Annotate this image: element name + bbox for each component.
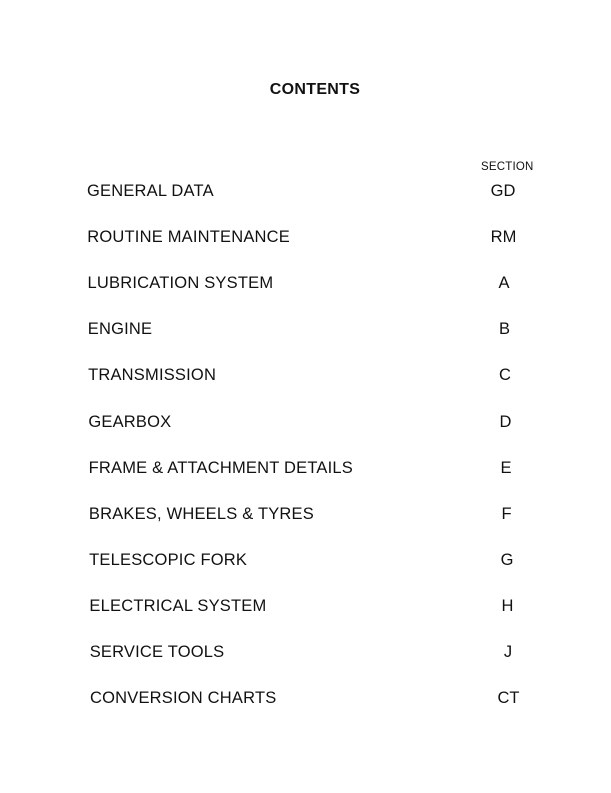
entry-section-code: G	[500, 550, 514, 569]
contents-entry	[0, 551, 611, 575]
entry-section-code: H	[501, 596, 514, 615]
entry-section-code: F	[501, 504, 512, 523]
contents-entry	[0, 320, 611, 344]
entry-title: GENERAL DATA	[87, 182, 214, 200]
entry-section-code: RM	[490, 228, 517, 247]
contents-entry	[0, 228, 611, 252]
entry-title: TELESCOPIC FORK	[89, 550, 248, 569]
contents-entry	[0, 459, 611, 483]
entry-title: LUBRICATION SYSTEM	[87, 274, 274, 293]
section-column-header: SECTION	[481, 161, 534, 173]
contents-entry	[0, 182, 611, 206]
entry-section-code: CT	[497, 689, 520, 708]
contents-entry	[0, 366, 611, 390]
entry-section-code: A	[498, 274, 510, 293]
page-title: CONTENTS	[269, 81, 361, 98]
entry-title: GEARBOX	[88, 412, 172, 431]
contents-entry	[0, 413, 611, 437]
entry-section-code: C	[499, 366, 511, 385]
entry-section-code: J	[503, 643, 513, 661]
entry-title: BRAKES, WHEELS & TYRES	[88, 504, 314, 523]
contents-entry	[0, 274, 611, 298]
contents-entry	[0, 643, 611, 667]
contents-entry	[0, 597, 611, 621]
entry-title: TRANSMISSION	[88, 366, 217, 385]
entry-section-code: B	[498, 320, 510, 339]
entry-title: ELECTRICAL SYSTEM	[89, 596, 267, 615]
contents-entry	[0, 689, 611, 713]
entry-title: SERVICE TOOLS	[89, 643, 225, 661]
entry-section-code: E	[500, 458, 512, 477]
contents-entry	[0, 505, 611, 529]
entry-title: CONVERSION CHARTS	[89, 689, 277, 708]
entry-title: ROUTINE MAINTENANCE	[87, 228, 290, 247]
entry-section-code: GD	[490, 182, 516, 200]
entry-title: ENGINE	[87, 320, 153, 339]
entry-title: FRAME & ATTACHMENT DETAILS	[88, 458, 353, 477]
entry-section-code: D	[499, 412, 512, 431]
